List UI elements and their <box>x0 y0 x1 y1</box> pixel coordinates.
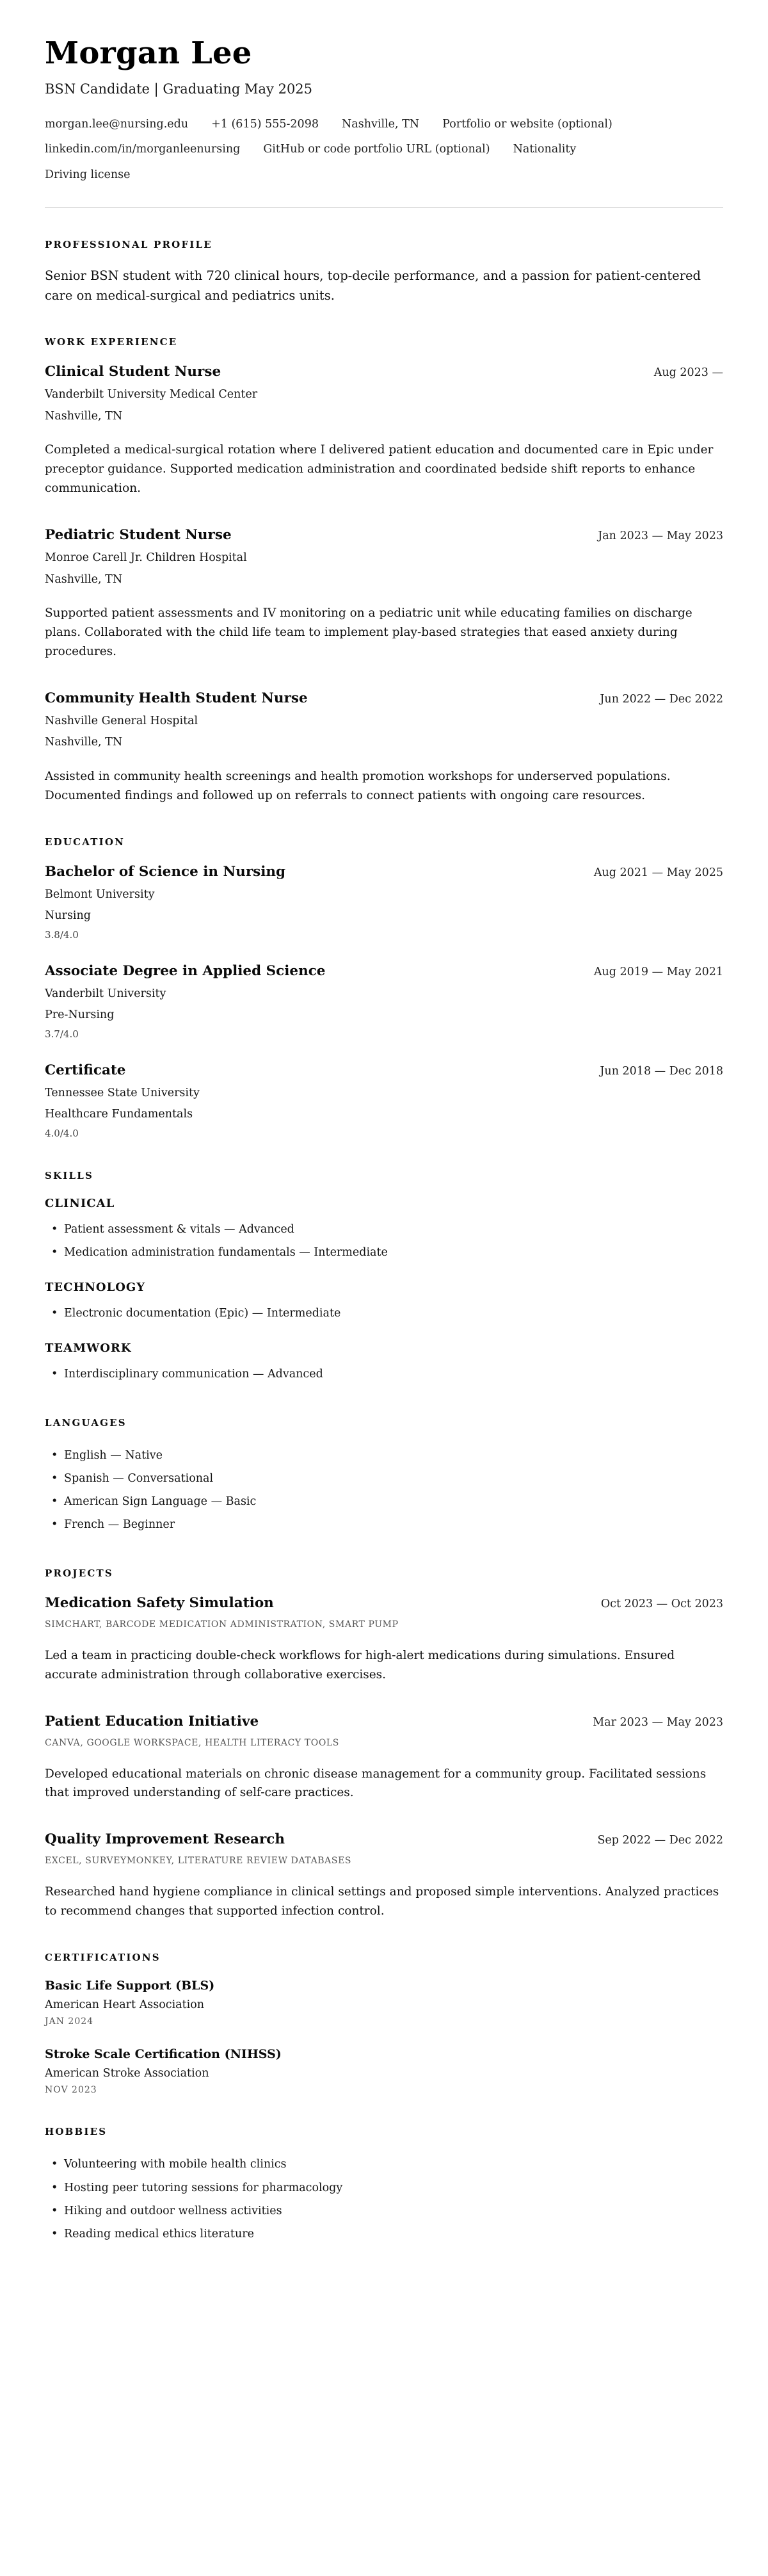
job-company: Nashville General Hospital <box>45 714 198 727</box>
education-dates: Aug 2021 — May 2025 <box>593 866 723 879</box>
list-item: • French — Beginner <box>45 1513 723 1536</box>
contact-item: linkedin.com/in/morganleenursing <box>45 143 241 156</box>
work-entry <box>45 363 723 498</box>
project-dates: Mar 2023 — May 2023 <box>593 1715 723 1729</box>
education-dates: Aug 2019 — May 2021 <box>593 965 723 978</box>
work-entry <box>45 526 723 661</box>
skill-category <box>45 1197 723 1265</box>
work-entry <box>45 690 723 806</box>
job-company: Monroe Carell Jr. Children Hospital <box>45 551 247 565</box>
list-item: • Medication administration fundamentals — Intermediate <box>45 1241 723 1264</box>
field-of-study: Nursing <box>45 909 91 923</box>
project-title: Patient Education Initiative <box>45 1713 259 1729</box>
certification-issuer: American Heart Association <box>45 1998 205 2012</box>
contact-item: +1 (615) 555-2098 <box>211 118 319 131</box>
job-description: Assisted in community health screenings and health promotion workshops for underserved populations. Documented findings and followed up on referrals to connect patients with ongoing care resources. <box>45 769 671 802</box>
contact-item: Nationality <box>513 143 577 156</box>
job-dates: Jan 2023 — May 2023 <box>598 530 723 543</box>
list-item: • Hiking and outdoor wellness activities <box>45 2199 723 2223</box>
project-entry-header <box>45 1594 723 1612</box>
job-title: Pediatric Student Nurse <box>45 527 232 544</box>
projects-heading: PROJECTS <box>45 1567 113 1579</box>
job-company: Vanderbilt University Medical Center <box>45 388 258 401</box>
certification-entry <box>45 2047 723 2095</box>
project-dates: Sep 2022 — Dec 2022 <box>597 1834 723 1847</box>
project-entry-header <box>45 1831 723 1849</box>
education-entry-header <box>45 1062 723 1080</box>
header-divider <box>45 207 723 208</box>
list-item: • Interdisciplinary communication — Advanced <box>45 1363 723 1386</box>
contact-info <box>45 116 723 183</box>
section-languages <box>45 1417 723 1537</box>
school-name: Vanderbilt University <box>45 987 166 1000</box>
education-entry <box>45 863 723 941</box>
section-professional-profile <box>45 239 723 305</box>
education-dates: Jun 2018 — Dec 2018 <box>600 1064 723 1078</box>
skill-category <box>45 1281 723 1325</box>
education-entry-header <box>45 863 723 881</box>
project-tools: SIMCHART, BARCODE MEDICATION ADMINISTRATION, SMART PUMP <box>45 1619 399 1630</box>
gpa-value: 4.0/4.0 <box>45 1127 79 1139</box>
list-item: • Reading medical ethics literature <box>45 2223 723 2246</box>
school-name: Belmont University <box>45 887 155 901</box>
hobbies-heading: HOBBIES <box>45 2126 108 2138</box>
candidate-name: Morgan Lee <box>45 35 252 71</box>
project-dates: Oct 2023 — Oct 2023 <box>600 1597 723 1610</box>
project-entry <box>45 1831 723 1921</box>
skill-list <box>45 1363 723 1386</box>
contact-row-2 <box>45 141 723 158</box>
candidate-subtitle: BSN Candidate | Graduating May 2025 <box>45 81 313 97</box>
work-entry-header <box>45 526 723 544</box>
work-entry-header <box>45 363 723 381</box>
job-description: Supported patient assessments and IV monitoring on a pediatric unit while educating families on discharge plans. Collaborated with the child life team to implement play-based strategies that eased anxiety during procedures. <box>45 606 692 659</box>
certification-entries <box>45 1979 723 2095</box>
project-tools: EXCEL, SURVEYMONKEY, LITERATURE REVIEW DATABASES <box>45 1856 352 1867</box>
profile-text: Senior BSN student with 720 clinical hours, top-decile performance, and a passion for patient-centered care on medical-surgical and pediatrics units. <box>45 268 701 304</box>
section-skills <box>45 1170 723 1386</box>
project-tools: CANVA, GOOGLE WORKSPACE, HEALTH LITERACY TOOLS <box>45 1737 339 1748</box>
work-entries <box>45 363 723 806</box>
education-entries <box>45 863 723 1139</box>
languages-heading: LANGUAGES <box>45 1416 127 1429</box>
school-name: Tennessee State University <box>45 1086 200 1099</box>
project-title: Medication Safety Simulation <box>45 1594 274 1611</box>
certification-title: Basic Life Support (BLS) <box>45 1979 215 1993</box>
education-entry <box>45 962 723 1040</box>
certification-entry <box>45 1979 723 2027</box>
project-title: Quality Improvement Research <box>45 1831 285 1848</box>
job-description: Completed a medical-surgical rotation where I delivered patient education and documented care in Epic under preceptor guidance. Supported medication administration and coordinated bedside shift reports to enhance communication. <box>45 443 714 496</box>
list-item: • Volunteering with mobile health clinics <box>45 2153 723 2176</box>
degree-title: Bachelor of Science in Nursing <box>45 863 286 880</box>
certification-date: NOV 2023 <box>45 2085 97 2096</box>
list-item: • Patient assessment & vitals — Advanced <box>45 1218 723 1241</box>
list-item: • American Sign Language — Basic <box>45 1490 723 1513</box>
section-work-experience <box>45 336 723 806</box>
education-entry-header <box>45 962 723 980</box>
skill-category-title: TEAMWORK <box>45 1341 132 1356</box>
project-entries <box>45 1594 723 1922</box>
project-description: Developed educational materials on chronic disease management for a community group. Facilitated sessions that improved understanding of self-care practices. <box>45 1767 707 1800</box>
certification-date: JAN 2024 <box>45 2016 94 2027</box>
certifications-heading: CERTIFICATIONS <box>45 1952 161 1964</box>
list-item: • Hosting peer tutoring sessions for pharmacology <box>45 2176 723 2199</box>
job-location: Nashville, TN <box>45 572 123 586</box>
project-description: Researched hand hygiene compliance in clinical settings and proposed simple interventions. Analyzed practices to recommend changes that supported infection control. <box>45 1885 719 1918</box>
skill-category-title: TECHNOLOGY <box>45 1281 146 1295</box>
field-of-study: Healthcare Fundamentals <box>45 1108 193 1121</box>
resume-header <box>45 36 723 208</box>
section-certifications <box>45 1952 723 2095</box>
list-item: • Electronic documentation (Epic) — Intermediate <box>45 1302 723 1325</box>
job-dates: Jun 2022 — Dec 2022 <box>600 693 723 706</box>
professional-profile-heading: PROFESSIONAL PROFILE <box>45 238 212 250</box>
job-title: Clinical Student Nurse <box>45 364 221 380</box>
education-heading: EDUCATION <box>45 836 125 848</box>
contact-row-1 <box>45 116 723 133</box>
education-entry <box>45 1062 723 1139</box>
certification-issuer: American Stroke Association <box>45 2067 209 2080</box>
section-projects <box>45 1567 723 1922</box>
contact-item: Portfolio or website (optional) <box>442 118 612 131</box>
list-item: • Spanish — Conversational <box>45 1467 723 1490</box>
job-location: Nashville, TN <box>45 409 123 423</box>
job-dates: Aug 2023 — <box>653 366 723 380</box>
job-title: Community Health Student Nurse <box>45 690 308 706</box>
section-education <box>45 836 723 1139</box>
project-description: Led a team in practicing double-check workflows for high-alert medications during simulations. Ensured accurate administration through collaborative exercises. <box>45 1648 675 1681</box>
gpa-value: 3.8/4.0 <box>45 928 79 941</box>
degree-title: Certificate <box>45 1062 126 1078</box>
contact-item: Driving license <box>45 168 131 181</box>
contact-row-3 <box>45 166 723 183</box>
section-hobbies <box>45 2126 723 2246</box>
field-of-study: Pre-Nursing <box>45 1009 115 1022</box>
hobby-list <box>45 2153 723 2246</box>
project-entry <box>45 1594 723 1685</box>
skill-list <box>45 1302 723 1325</box>
contact-item: morgan.lee@nursing.edu <box>45 118 189 131</box>
job-location: Nashville, TN <box>45 736 123 749</box>
skill-list <box>45 1218 723 1265</box>
language-list <box>45 1444 723 1537</box>
list-item: • English — Native <box>45 1444 723 1467</box>
skills-heading: SKILLS <box>45 1169 94 1181</box>
contact-item: GitHub or code portfolio URL (optional) <box>263 143 490 156</box>
degree-title: Associate Degree in Applied Science <box>45 962 326 979</box>
skill-category-title: CLINICAL <box>45 1196 115 1210</box>
certification-title: Stroke Scale Certification (NIHSS) <box>45 2047 282 2062</box>
work-experience-heading: WORK EXPERIENCE <box>45 336 178 348</box>
contact-item: Nashville, TN <box>341 118 420 131</box>
project-entry-header <box>45 1713 723 1731</box>
skill-categories <box>45 1197 723 1386</box>
skill-category <box>45 1341 723 1386</box>
gpa-value: 3.7/4.0 <box>45 1028 79 1040</box>
work-entry-header <box>45 690 723 708</box>
project-entry <box>45 1713 723 1803</box>
